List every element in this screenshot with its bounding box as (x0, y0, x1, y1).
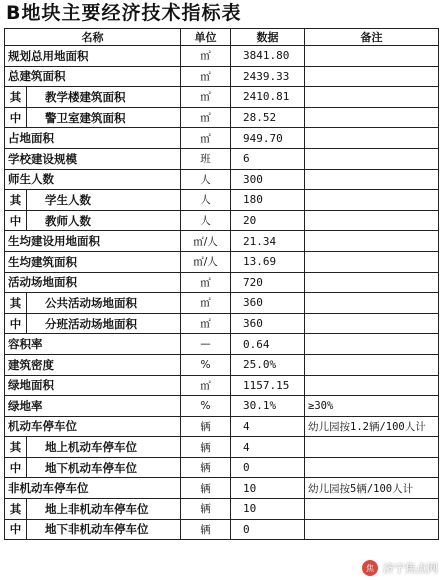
row-value: 949.70 (231, 128, 305, 149)
row-unit: ㎡ (181, 272, 231, 293)
row-unit: 人 (181, 169, 231, 190)
row-unit: — (181, 334, 231, 355)
sub-label-bottom: 中 (5, 313, 27, 334)
row-unit: 辆 (181, 499, 231, 520)
row-name: 机动车停车位 (5, 416, 181, 437)
row-unit: 辆 (181, 478, 231, 499)
sub-label-bottom: 中 (5, 457, 27, 478)
row-note (305, 46, 439, 67)
header-note: 备注 (305, 29, 439, 46)
row-note (305, 169, 439, 190)
row-unit: ㎡ (181, 375, 231, 396)
table-row (5, 519, 439, 540)
row-unit: ㎡ (181, 46, 231, 67)
row-name: 总建筑面积 (5, 66, 181, 87)
row-unit: ㎡ (181, 293, 231, 314)
row-value: 360 (231, 293, 305, 314)
row-note (305, 354, 439, 375)
row-value: 180 (231, 190, 305, 211)
table-row (5, 190, 439, 211)
table-row (5, 375, 439, 396)
table-row (5, 416, 439, 437)
table-row (5, 66, 439, 87)
row-name: 占地面积 (5, 128, 181, 149)
sub-label-top: 其 (5, 293, 27, 314)
row-value: 0 (231, 457, 305, 478)
row-value: 4 (231, 416, 305, 437)
table-row (5, 128, 439, 149)
row-unit: 人 (181, 210, 231, 231)
sub-label-top: 其 (5, 190, 27, 211)
row-note: ≥30% (305, 396, 439, 417)
row-value: 20 (231, 210, 305, 231)
row-value: 21.34 (231, 231, 305, 252)
row-unit: ㎡/人 (181, 231, 231, 252)
row-unit: ㎡ (181, 87, 231, 108)
row-unit: ㎡ (181, 128, 231, 149)
row-value: 10 (231, 478, 305, 499)
row-name: 警卫室建筑面积 (27, 107, 181, 128)
row-note (305, 272, 439, 293)
row-value: 2439.33 (231, 66, 305, 87)
row-note (305, 437, 439, 458)
row-name: 地上机动车停车位 (27, 437, 181, 458)
row-value: 720 (231, 272, 305, 293)
row-note (305, 251, 439, 272)
row-name: 绿地面积 (5, 375, 181, 396)
header-data: 数据 (231, 29, 305, 46)
sub-label-top: 其 (5, 437, 27, 458)
row-note: 幼儿园按1.2辆/100人计 (305, 416, 439, 437)
row-note (305, 210, 439, 231)
row-note (305, 87, 439, 108)
watermark-text: 济宁焦点网 (383, 562, 438, 575)
sub-label-top: 其 (5, 499, 27, 520)
table-row (5, 272, 439, 293)
table-row (5, 251, 439, 272)
row-note (305, 190, 439, 211)
row-name: 教师人数 (27, 210, 181, 231)
row-value: 360 (231, 313, 305, 334)
row-unit: ㎡ (181, 107, 231, 128)
row-note (305, 457, 439, 478)
sub-label-top: 其 (5, 87, 27, 108)
sub-label-bottom: 中 (5, 519, 27, 540)
table-row (5, 478, 439, 499)
row-value: 13.69 (231, 251, 305, 272)
row-unit: 辆 (181, 416, 231, 437)
row-value: 4 (231, 437, 305, 458)
row-unit: 辆 (181, 437, 231, 458)
table-row (5, 107, 439, 128)
row-note (305, 148, 439, 169)
row-name: 容积率 (5, 334, 181, 355)
row-value: 6 (231, 148, 305, 169)
table-row (5, 46, 439, 67)
row-value: 25.0% (231, 354, 305, 375)
row-note (305, 519, 439, 540)
row-note (305, 334, 439, 355)
row-name: 地下非机动车停车位 (27, 519, 181, 540)
row-value: 2410.81 (231, 87, 305, 108)
row-name: 地下机动车停车位 (27, 457, 181, 478)
row-name: 公共活动场地面积 (27, 293, 181, 314)
header-row (5, 29, 439, 46)
row-note (305, 293, 439, 314)
row-note (305, 128, 439, 149)
row-name: 生均建筑面积 (5, 251, 181, 272)
watermark-logo-icon: 焦 (361, 559, 379, 577)
row-unit: ㎡/人 (181, 251, 231, 272)
row-name: 师生人数 (5, 169, 181, 190)
table-row (5, 313, 439, 334)
row-name: 非机动车停车位 (5, 478, 181, 499)
row-name: 学校建设规模 (5, 148, 181, 169)
row-note (305, 231, 439, 252)
row-value: 10 (231, 499, 305, 520)
row-note (305, 107, 439, 128)
row-note (305, 66, 439, 87)
row-unit: % (181, 354, 231, 375)
row-value: 28.52 (231, 107, 305, 128)
row-name: 绿地率 (5, 396, 181, 417)
watermark (361, 558, 438, 578)
row-name: 生均建设用地面积 (5, 231, 181, 252)
indicator-table (4, 28, 439, 540)
table-row (5, 457, 439, 478)
row-name: 活动场地面积 (5, 272, 181, 293)
row-value: 3841.80 (231, 46, 305, 67)
sub-label-bottom: 中 (5, 210, 27, 231)
table-row (5, 87, 439, 108)
row-name: 规划总用地面积 (5, 46, 181, 67)
row-unit: 辆 (181, 519, 231, 540)
row-unit: 人 (181, 190, 231, 211)
row-value: 300 (231, 169, 305, 190)
row-value: 0 (231, 519, 305, 540)
row-note: 幼儿园按5辆/100人计 (305, 478, 439, 499)
table-title: B地块主要经济技术指标表 (6, 2, 242, 24)
header-unit: 单位 (181, 29, 231, 46)
row-unit: ㎡ (181, 313, 231, 334)
table-row (5, 396, 439, 417)
row-name: 地上非机动车停车位 (27, 499, 181, 520)
table-row (5, 437, 439, 458)
row-value: 0.64 (231, 334, 305, 355)
row-name: 教学楼建筑面积 (27, 87, 181, 108)
row-unit: 辆 (181, 457, 231, 478)
row-note (305, 375, 439, 396)
table-row (5, 231, 439, 252)
table-row (5, 169, 439, 190)
row-note (305, 313, 439, 334)
table-row (5, 210, 439, 231)
row-unit: 班 (181, 148, 231, 169)
table-row (5, 334, 439, 355)
row-name: 学生人数 (27, 190, 181, 211)
header-name: 名称 (5, 29, 181, 46)
table-row (5, 293, 439, 314)
table-row (5, 499, 439, 520)
row-value: 1157.15 (231, 375, 305, 396)
row-value: 30.1% (231, 396, 305, 417)
row-note (305, 499, 439, 520)
row-name: 分班活动场地面积 (27, 313, 181, 334)
row-unit: % (181, 396, 231, 417)
table-row (5, 354, 439, 375)
row-unit: ㎡ (181, 66, 231, 87)
table-row (5, 148, 439, 169)
sub-label-bottom: 中 (5, 107, 27, 128)
row-name: 建筑密度 (5, 354, 181, 375)
